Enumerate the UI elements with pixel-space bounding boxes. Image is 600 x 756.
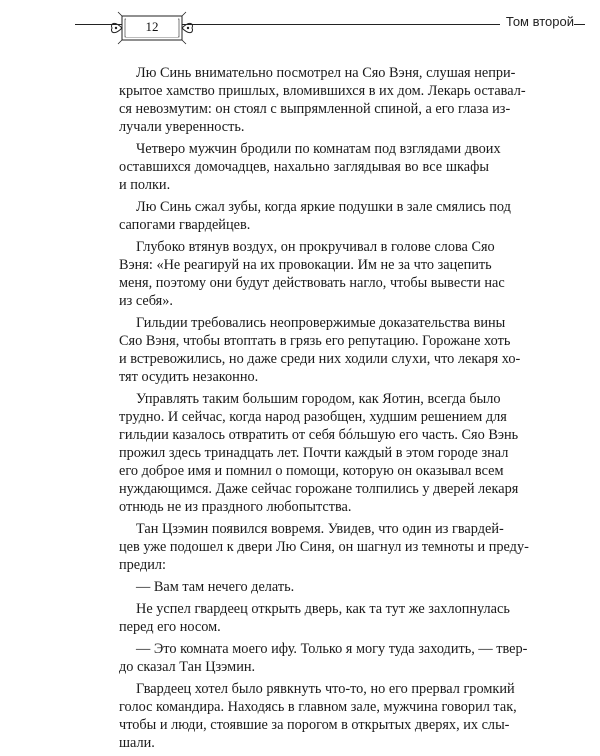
text-line: прожил здесь тринадцать лет. Почти каждый в этом городе знал <box>119 445 509 461</box>
paragraph <box>119 600 510 636</box>
text-line: Вэня: «Не реагируй на их провокации. Им не за что зацепить <box>119 257 492 273</box>
text-line: Гвардеец хотел было рявкнуть что-то, но его прервал громкий <box>136 681 515 697</box>
text-line: крытое хамство пришлых, вломившихся в их дом. Лекарь оставал- <box>119 83 526 99</box>
text-line: гильдии казалось отвратить от себя бóльшую его часть. Сяо Вэнь <box>119 427 519 443</box>
page-number: 12 <box>126 17 178 37</box>
text-line: нуждающимся. Даже сейчас горожане толпились у дверей лекаря <box>119 481 519 497</box>
page-header <box>0 0 600 40</box>
text-line: Глубоко втянув воздух, он прокручивал в голове слова Сяо <box>136 239 495 255</box>
text-line: меня, поэтому они будут действовать нагло, чтобы вывести нас <box>119 275 505 291</box>
text-line: — Это комната моего ифу. Только я могу туда заходить, — твер- <box>136 641 528 657</box>
paragraph <box>119 198 511 234</box>
paragraph <box>119 238 505 310</box>
text-line: тят осудить незаконно. <box>119 369 259 385</box>
paragraph <box>119 390 519 516</box>
text-line: перед его носом. <box>119 619 221 635</box>
paragraph <box>119 64 526 136</box>
paragraph <box>119 680 517 752</box>
body-text <box>119 64 529 756</box>
text-line: ся невозмутим: он стоял с выпрямленной спиной, а его глаза из- <box>119 101 511 117</box>
text-line: Сяо Вэня, чтобы втоптать в грязь его репутацию. Горожане хоть <box>119 333 511 349</box>
text-line: Гильдии требовались неопровержимые доказательства вины <box>136 315 506 331</box>
text-line: Тан Цзэмин появился вовремя. Увидев, что один из гвардей- <box>136 521 504 537</box>
text-line: из себя». <box>119 293 173 309</box>
text-line: — Вам там нечего делать. <box>136 579 295 595</box>
paragraph <box>119 578 489 596</box>
text-line: чтобы и люди, стоявшие за порогом в открытых дверях, их слы- <box>119 717 510 733</box>
text-line: до сказал Тан Цзэмин. <box>119 659 256 675</box>
text-line: и встревожились, но даже среди них ходили слухи, что лекаря хо- <box>119 351 521 367</box>
text-line: голос командира. Находясь в главном зале, мужчина говорил так, <box>119 699 517 715</box>
text-line: его доброе имя и помнил о помощи, которую он оказывал всем <box>119 463 504 479</box>
text-line: лучали уверенность. <box>119 119 245 135</box>
paragraph <box>119 520 529 574</box>
text-line: сапогами гвардейцев. <box>119 217 251 233</box>
text-line: отнюдь не из праздного любопытства. <box>119 499 352 515</box>
paragraph <box>119 140 501 194</box>
text-line: шали. <box>119 735 155 751</box>
text-line: Лю Синь сжал зубы, когда яркие подушки в зале смялись под <box>136 199 511 215</box>
text-line: и полки. <box>119 177 171 193</box>
paragraph <box>119 314 521 386</box>
text-line: Управлять таким большим городом, как Яотин, всегда было <box>136 391 501 407</box>
text-line: Четверо мужчин бродили по комнатам под взглядами двоих <box>136 141 501 157</box>
text-line: оставшихся домочадцев, нахально заглядывая во все шкафы <box>119 159 489 175</box>
paragraph <box>119 640 528 676</box>
text-line: предил: <box>119 557 166 573</box>
text-line: Лю Синь внимательно посмотрел на Сяо Вэня, слушая непри- <box>136 65 516 81</box>
text-line: трудно. И сейчас, когда народ разобщен, худшим решением для <box>119 409 507 425</box>
text-line: цев уже подошел к двери Лю Синя, он шагнул из темноты и преду- <box>119 539 529 555</box>
text-line: Не успел гвардеец открыть дверь, как та тут же захлопнулась <box>136 601 510 617</box>
volume-title: Том второй <box>500 13 574 31</box>
